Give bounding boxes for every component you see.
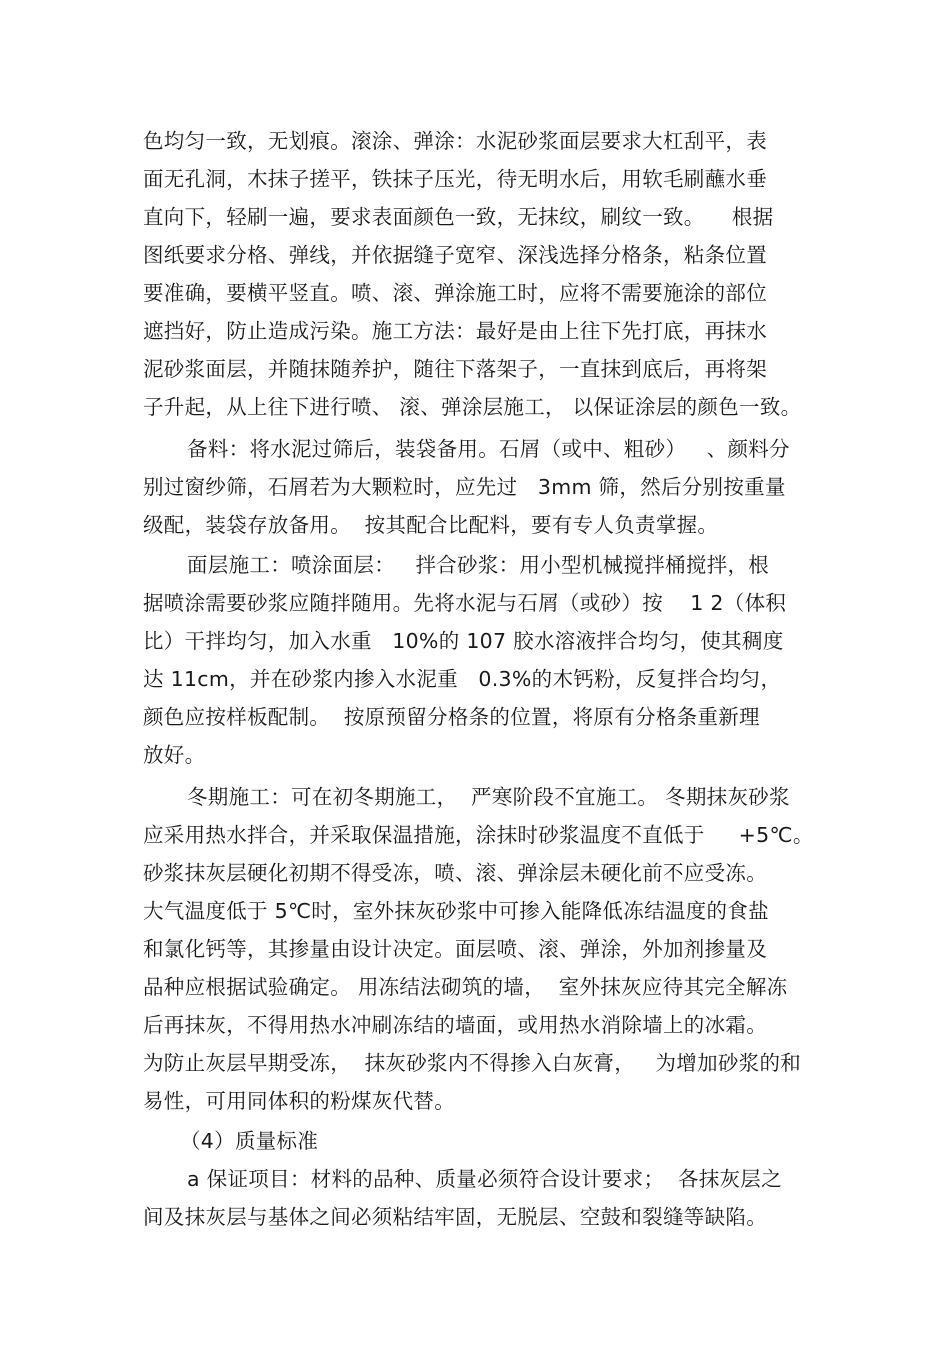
text-line: 颜色应按样板配制。 按原预留分格条的位置，将原有分格条重新理: [143, 705, 760, 729]
text-line: 别过窗纱筛，石屑若为大颗粒时，应先过 3mm 筛，然后分别按重量: [143, 475, 786, 499]
text-line: 级配，装袋存放备用。 按其配合比配料，要有专人负责掌握。: [143, 513, 719, 537]
text-line: 子升起，从上往下进行喷、 滚、弹涂层施工， 以保证涂层的颜色一致。: [143, 395, 802, 419]
paragraph-start-line: 面层施工：喷涂面层： 拌合砂浆：用小型机械搅拌桶搅拌，根: [187, 553, 770, 577]
section-heading: （4）质量标准: [180, 1129, 319, 1153]
text-line: 泥砂浆面层，并随抹随养护，随往下落架子，一直抹到底后，再将架: [143, 357, 767, 381]
text-line: 比）干拌均匀，加入水重 10%的 107 胶水溶液拌合均匀，使其稠度: [143, 629, 784, 653]
text-line: 图纸要求分格、弹线，并依据缝子宽窄、深浅选择分格条，粘条位置: [143, 243, 767, 267]
paragraph-start-line: 冬期施工：可在初冬期施工， 严寒阶段不宜施工。 冬期抹灰砂浆: [187, 785, 790, 809]
text-line: 面无孔洞，木抹子搓平，铁抹子压光，待无明水后，用软毛刷蘸水垂: [143, 167, 767, 191]
text-line: 达 11cm，并在砂浆内掺入水泥重 0.3%的木钙粉，反复拌合均匀，: [143, 667, 782, 691]
text-line: 易性，可用同体积的粉煤灰代替。: [143, 1089, 455, 1113]
text-line: 应采用热水拌合，并采取保温措施，涂抹时砂浆温度不直低于 +5℃。: [143, 823, 814, 847]
text-line: 大气温度低于 5℃时，室外抹灰砂浆中可掺入能降低冻结温度的食盐: [143, 899, 769, 923]
text-line: 据喷涂需要砂浆应随拌随用。先将水泥与石屑（或砂）按 1 2（体积: [143, 591, 787, 615]
text-line: 遮挡好，防止造成污染。施工方法：最好是由上往下先打底，再抹水: [143, 319, 767, 343]
text-line: 要准确，要横平竖直。喷、滚、弹涂施工时，应将不需要施涂的部位: [143, 281, 767, 305]
text-line: 色均匀一致，无划痕。滚涂、弹涂：水泥砂浆面层要求大杠刮平，表: [143, 129, 767, 153]
text-line: 砂浆抹灰层硬化初期不得受冻，喷、滚、弹涂层未硬化前不应受冻。: [143, 861, 767, 885]
text-line: 为防止灰层早期受冻， 抹灰砂浆内不得掺入白灰膏， 为增加砂浆的和: [143, 1051, 802, 1075]
text-line: 和氯化钙等，其掺量由设计决定。面层喷、滚、弹涂，外加剂掺量及: [143, 937, 767, 961]
text-line: 直向下，轻刷一遍，要求表面颜色一致，无抹纹，刷纹一致。 根据: [143, 205, 774, 229]
paragraph-start-line: a 保证项目：材料的品种、质量必须符合设计要求； 各抹灰层之: [187, 1167, 782, 1191]
text-line: 放好。: [143, 743, 206, 767]
text-line: 品种应根据试验确定。 用冻结法砌筑的墙， 室外抹灰应待其完全解冻: [143, 975, 788, 999]
text-line: 间及抹灰层与基体之间必须粘结牢固，无脱层、空鼓和裂缝等缺陷。: [143, 1205, 767, 1229]
paragraph-start-line: 备料：将水泥过筛后，装袋备用。石屑（或中、粗砂） 、颜料分: [187, 437, 790, 461]
text-line: 后再抹灰，不得用热水冲刷冻结的墙面，或用热水消除墙上的冰霜。: [143, 1013, 767, 1037]
